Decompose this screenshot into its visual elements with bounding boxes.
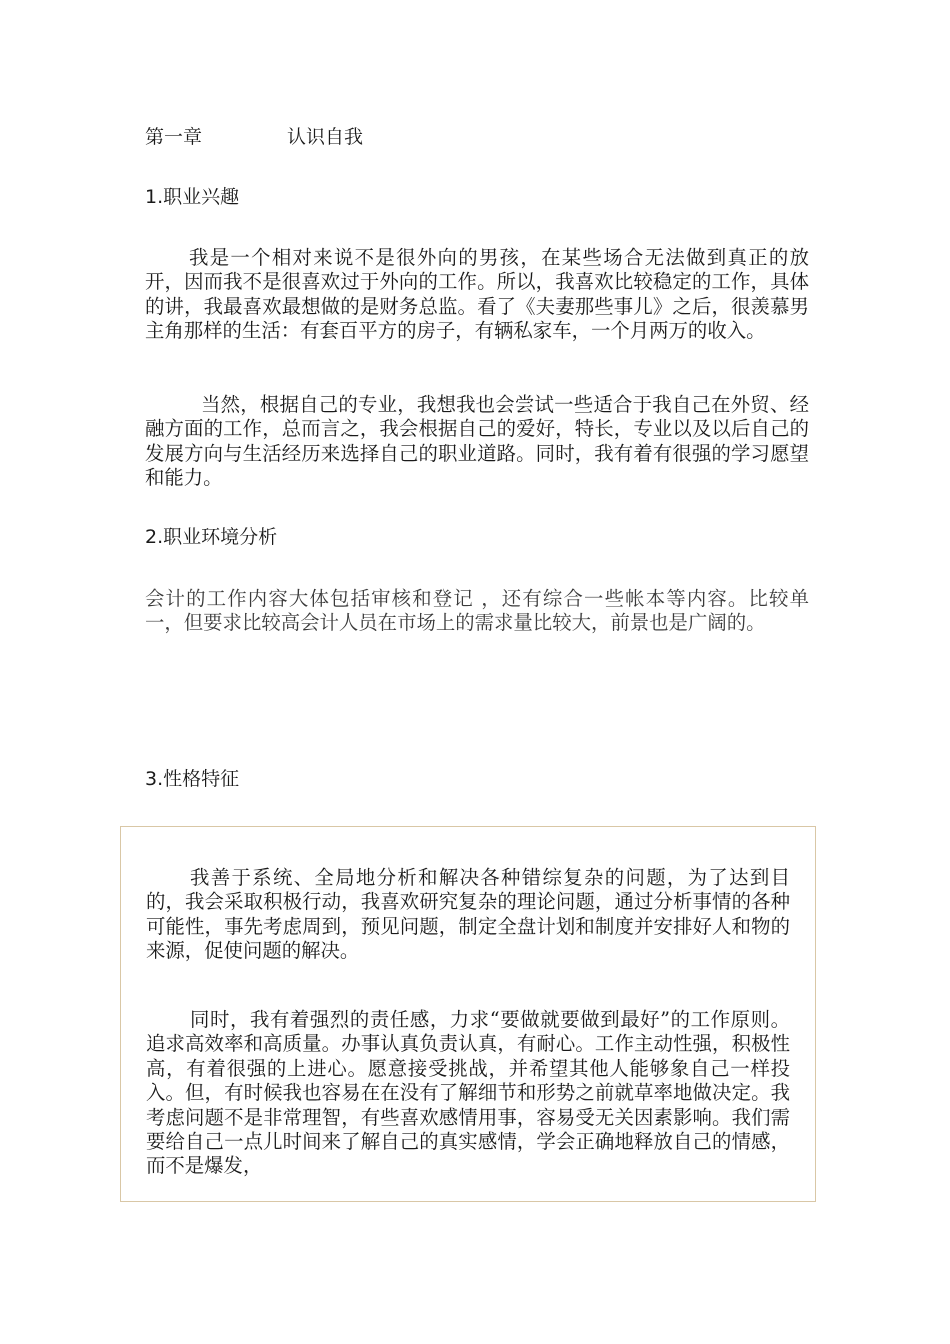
paragraph-career-interest-2: 当然，根据自己的专业，我想我也会尝试一些适合于我自己在外贸、经融方面的工作，总而言之，我会根据自己的爱好，特长，专业以及以后自己的发展方向与生活经历来选择自己的职业道路。同时，我有着有很强的学习愿望和能力。 [145, 393, 809, 490]
section-heading-2 [145, 524, 277, 550]
section-heading-1 [145, 184, 239, 210]
paragraph-personality-1: 我善于系统、全局地分析和解决各种错综复杂的问题，为了达到目的，我会采取积极行动，我喜欢研究复杂的理论问题，通过分析事情的各种可能性，事先考虑周到，预见问题，制定全盘计划和制度并安排好人和物的来源，促使问题的解决。 [146, 866, 790, 963]
personality-text-box [120, 826, 816, 1202]
paragraph-environment: 会计的工作内容大体包括审核和登记 ，还有综合一些帐本等内容。比较单一，但要求比较高会计人员在市场上的需求量比较大，前景也是广阔的。 [145, 587, 809, 635]
section-number: 2. [145, 526, 164, 548]
section-title: 职业环境分析 [163, 526, 278, 548]
section-heading-3 [145, 766, 239, 792]
section-number: 3. [145, 768, 164, 790]
paragraph-personality-2: 同时，我有着强烈的责任感，力求“要做就要做到最好”的工作原则。追求高效率和高质量。办事认真负责认真，有耐心。工作主动性强，积极性高，有着很强的上进心。愿意接受挑战，并希望其他人能够象自己一样投入。但，有时候我也容易在在没有了解细节和形势之前就草率地做决定。我考虑问题不是非常理智，有些喜欢感情用事，容易受无关因素影响。我们需要给自己一点儿时间来了解自己的真实感情，学会正确地释放自己的情感，而不是爆发， [146, 1008, 790, 1178]
section-number: 1. [145, 186, 164, 208]
chapter-number: 第一章 [145, 126, 203, 148]
chapter-name: 认识自我 [287, 126, 364, 148]
section-title: 职业兴趣 [163, 186, 240, 208]
chapter-title [145, 124, 363, 150]
section-title: 性格特征 [163, 768, 240, 790]
paragraph-career-interest-1: 我是一个相对来说不是很外向的男孩，在某些场合无法做到真正的放开，因而我不是很喜欢过于外向的工作。所以，我喜欢比较稳定的工作，具体的讲，我最喜欢最想做的是财务总监。看了《夫妻那些事儿》之后，很羡慕男主角那样的生活：有套百平方的房子，有辆私家车，一个月两万的收入。 [145, 246, 809, 343]
